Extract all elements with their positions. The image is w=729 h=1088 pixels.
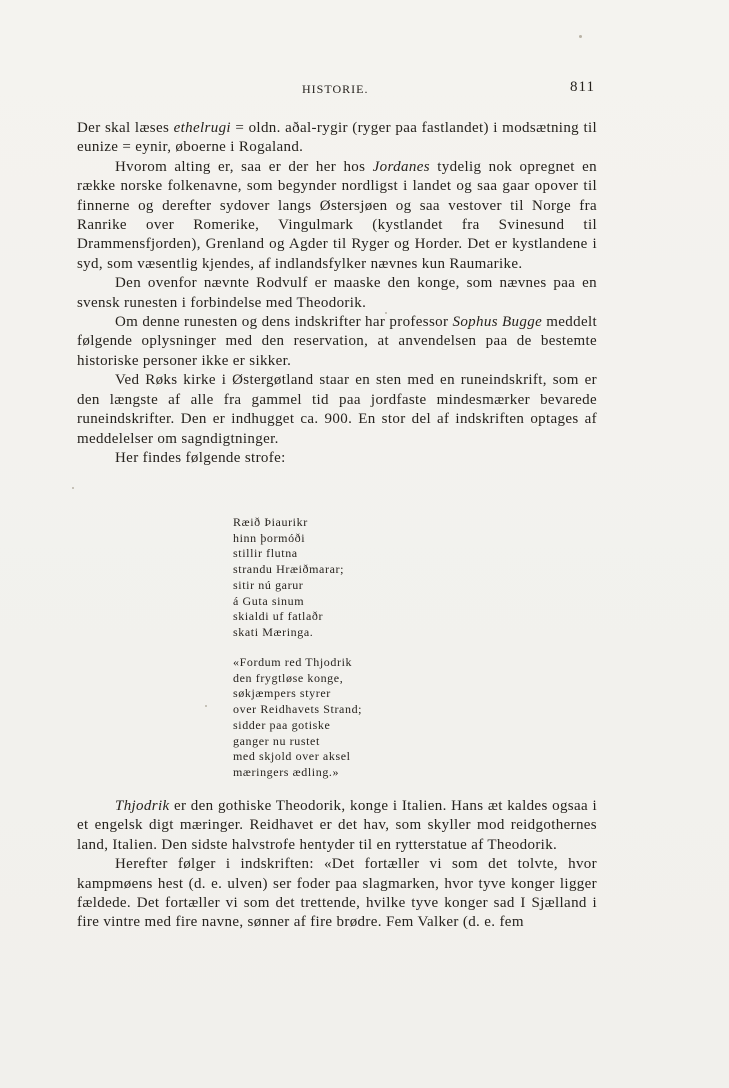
paper-speck (205, 705, 207, 707)
text-run: Herefter følger i indskriften: «Det fortæller vi som det tolvte, hvor kampmøens hest (d. e. ulven) ser foder paa slagmarken, hvor tyve konger ligger fældede. Det fortæller vi som det trettende, hvilke tyve konger sad I Sjælland i fire vintre med fire navne, sønner af fire brødre. Fem Valker (d. e. fem (77, 856, 597, 931)
text-run: er den gothiske Theodorik, konge i Italien. Hans æt kaldes ogsaa i et engelsk digt mæringer. Reidhavet er det hav, som skyller mod reidgothernes land, Italien. Den sidste halvstrofe hentyder til en rytterstatue af Theodorik. (77, 798, 597, 853)
running-title: HISTORIE. (302, 82, 369, 96)
poem-line: søkjæmpers styrer (233, 686, 331, 701)
body-text-top (77, 119, 597, 468)
poem-line: strandu Hræiðmarar; (233, 562, 345, 577)
poem-line: skati Mæringa. (233, 624, 314, 639)
paragraph (77, 797, 597, 855)
text-run: Der skal læses (77, 120, 174, 136)
paragraph (77, 449, 597, 468)
poem-line: med skjold over aksel (233, 749, 351, 764)
paragraph (77, 119, 597, 158)
text-run: Ved Røks kirke i Østergøtland staar en sten med en runeindskrift, som er den længste af alle fra gammel tid paa jordfaste mindesmærker bevarede runeindskrifter. Den er indhugget ca. 900. En stor del af indskriften optages af meddelelser om sagndigtninger. (77, 372, 597, 447)
page-number: 811 (570, 79, 595, 95)
text-run: Hvorom alting er, saa er der her hos (115, 158, 373, 175)
paper-speck (579, 35, 582, 38)
text-run: Den ovenfor nævnte Rodvulf er maaske den konge, som nævnes paa en svensk runesten i forbindelse med Theodorik. (77, 275, 597, 311)
poem-line: ganger nu rustet (233, 733, 320, 748)
text-run: = oldn. aðal-rygir (ryger paa fastlandet) i modsætning til eunize = eynir, øboerne i Rogaland. (77, 120, 597, 156)
paper-speck (72, 487, 74, 489)
poem-old-norse (233, 515, 344, 641)
italic-text: Sophus Bugge (452, 314, 543, 331)
italic-text: Jordanes (372, 158, 430, 175)
paragraph (77, 371, 597, 449)
poem-line: «Fordum red Thjodrik (233, 655, 353, 669)
text-run: meddelt følgende oplysninger med den reservation, at anvendelsen paa de bestemte historiske personer ikke er sikker. (77, 314, 598, 369)
paragraph (77, 158, 597, 274)
poem-line: hinn þormóði (233, 530, 306, 545)
text-run: Her findes følgende strofe: (115, 449, 286, 466)
poem-line: den frygtløse konge, (233, 670, 344, 685)
italic-text: ethelrugi (173, 120, 231, 136)
paragraph (77, 313, 597, 371)
poem-line: skialdi uf fatlaðr (233, 609, 324, 624)
poem-line: stillir flutna (233, 546, 298, 561)
paragraph (77, 855, 597, 933)
poem-line: Ræið Þiaurikr (233, 515, 308, 529)
text-run: Om denne runesten og dens indskrifter har professor (115, 314, 453, 331)
poem-line: over Reidhavets Strand; (233, 702, 363, 717)
text-run: tydelig nok opregnet en række norske folkenavne, som begynder nordligst i landet og saa gaar opover til finnerne og derefter sydover langs Østersjøen og saa vestover til Norge fra Ranrike over Romerike, Vingulmark (kystlandet fra Svinesund til Drammensfjorden), Grenland og Agder til Ryger og Horder. Det er kystlandene i syd, som væsentlig kjendes, af indlandsfylker nævnes kun Raumarike. (77, 158, 598, 272)
body-text-bottom (77, 797, 597, 933)
poem-line: á Guta sinum (233, 593, 305, 608)
paragraph (77, 274, 597, 313)
poem-line: sitir nú garur (233, 577, 304, 592)
poem-translation (233, 655, 362, 781)
poem-line: sidder paa gotiske (233, 717, 331, 732)
italic-text: Thjodrik (115, 798, 170, 814)
poem-line: mæringers ædling.» (233, 764, 340, 779)
